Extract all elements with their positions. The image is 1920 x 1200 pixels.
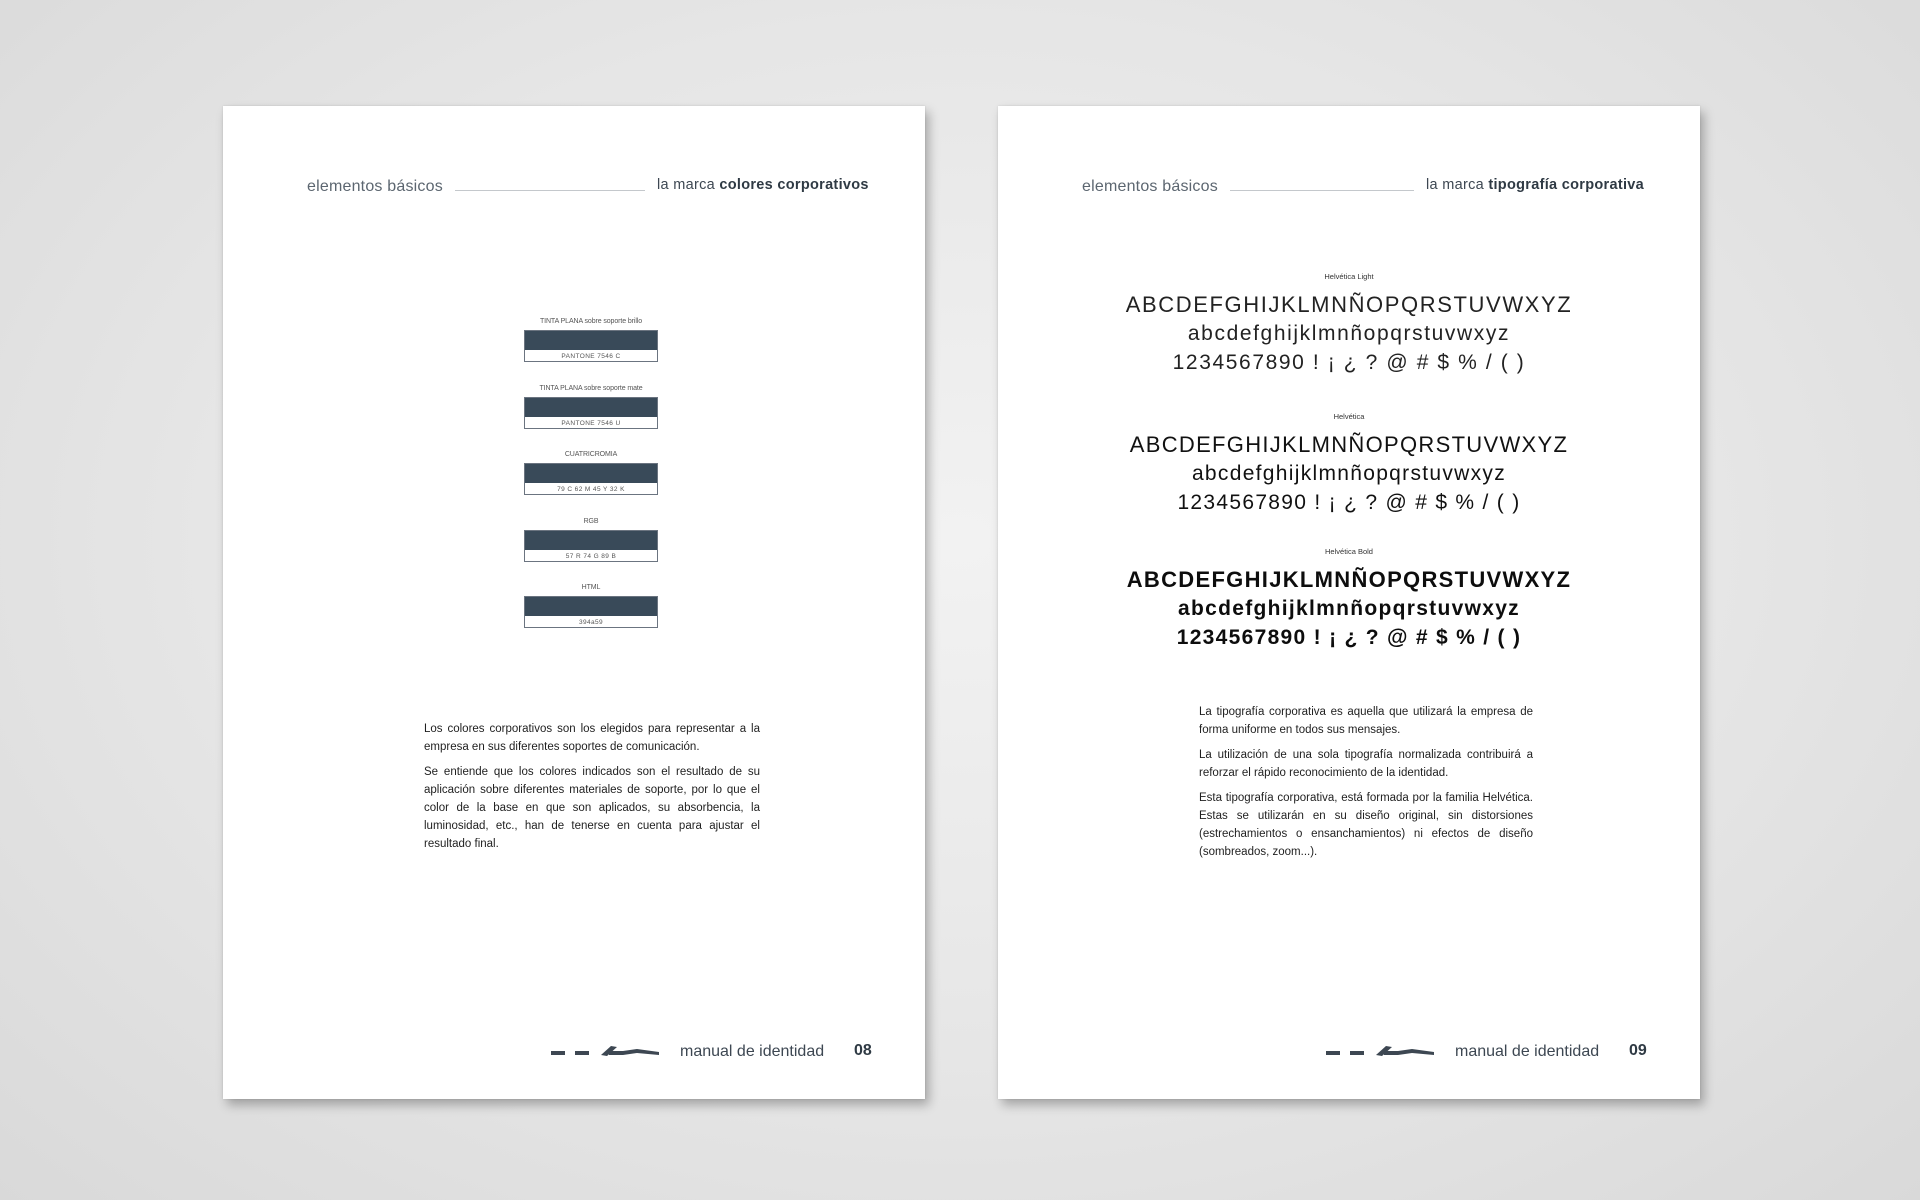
specimen-uppercase: ABCDEFGHIJKLMNÑOPQRSTUVWXYZ [1125,292,1573,317]
font-name: Helvética Light [1324,272,1374,281]
brand-logo-mark [551,1044,663,1060]
header-topic-bold: tipografía corporativa [1488,177,1645,193]
specimen-uppercase: ABCDEFGHIJKLMNÑOPQRSTUVWXYZ [1129,432,1569,457]
swatch-box [524,596,658,628]
swatch-code: 394a59 [578,619,604,626]
header-topic-bold: colores corporativos [719,177,869,193]
swatch-label: RGB [583,518,599,525]
specimen-numbers: 1234567890 ! ¡ ¿ ? @ # $ % / ( ) [1176,626,1522,649]
brand-logo-mark [1326,1044,1438,1060]
paragraph: Esta tipografía corporativa, está formada por la familia Helvética. Estas se utilizarán en su diseño original, sin distorsiones (estrechamientos o ensanchamientos) ni efectos de diseño (sombreados, zoom...). [1199,792,1533,858]
header-topic [1426,177,1644,193]
swatch-code: 79 C 62 M 45 Y 32 K [557,486,625,493]
header-topic [657,177,869,193]
swatch-box [524,463,658,495]
header-rule [455,190,645,191]
specimen-lowercase: abcdefghijklmnñopqrstuvwxyz [1187,322,1511,345]
swatch-label: CUATRICROMIA [564,451,618,458]
swatch-code: 57 R 74 G 89 B [565,553,617,560]
swatch-color [525,331,657,350]
paragraph: Se entiende que los colores indicados son el resultado de su aplicación sobre diferentes materiales de soporte, por lo que el color de la base en que son aplicados, su absorbencia, la luminosidad, etc., han de tenerse en cuenta para ajustar el resultado final. [424,766,760,850]
page-09 [998,106,1700,1099]
footer-label: manual de identidad [1455,1043,1600,1060]
paragraph: Los colores corporativos son los elegidos para representar a la empresa en sus diferentes soportes de comunicación. [424,723,760,753]
font-name: Helvética [1333,412,1365,421]
page-number: 08 [854,1042,872,1059]
swatch-box [524,530,658,562]
swatch-box [524,330,658,362]
swatch-code: PANTONE 7546 C [561,353,621,360]
page-number: 09 [1629,1042,1647,1059]
swatch-color [525,531,657,550]
swatch-box [524,397,658,429]
swatch-label: HTML [581,584,601,591]
swatch-color [525,597,657,616]
swatch-code: PANTONE 7546 U [561,420,621,427]
font-name: Helvética Bold [1325,547,1373,556]
specimen-uppercase: ABCDEFGHIJKLMNÑOPQRSTUVWXYZ [1126,567,1572,592]
specimen-numbers: 1234567890 ! ¡ ¿ ? @ # $ % / ( ) [1177,491,1521,514]
paragraph: La tipografía corporativa es aquella que utilizará la empresa de forma uniforme en todos sus mensajes. [1199,706,1533,736]
header-rule [1230,190,1414,191]
header-prefix: la marca [1426,177,1484,193]
specimen-lowercase: abcdefghijklmnñopqrstuvwxyz [1191,462,1507,485]
body-text [424,720,760,860]
header-section: elementos básicos [307,178,443,195]
swatch-color [525,464,657,483]
page-08 [223,106,925,1099]
paragraph: La utilización de una sola tipografía normalizada contribuirá a reforzar el rápido reconocimiento de la identidad. [1199,749,1533,779]
header-section: elementos básicos [1082,178,1218,195]
specimen-numbers: 1234567890 ! ¡ ¿ ? @ # $ % / ( ) [1172,351,1526,374]
footer-label: manual de identidad [680,1043,825,1060]
swatch-color [525,398,657,417]
specimen-lowercase: abcdefghijklmnñopqrstuvwxyz [1178,597,1520,620]
swatch-label: TINTA PLANA sobre soporte brillo [539,318,643,325]
swatch-label: TINTA PLANA sobre soporte mate [539,385,643,392]
body-text [1199,703,1533,868]
header-prefix: la marca [657,177,715,193]
